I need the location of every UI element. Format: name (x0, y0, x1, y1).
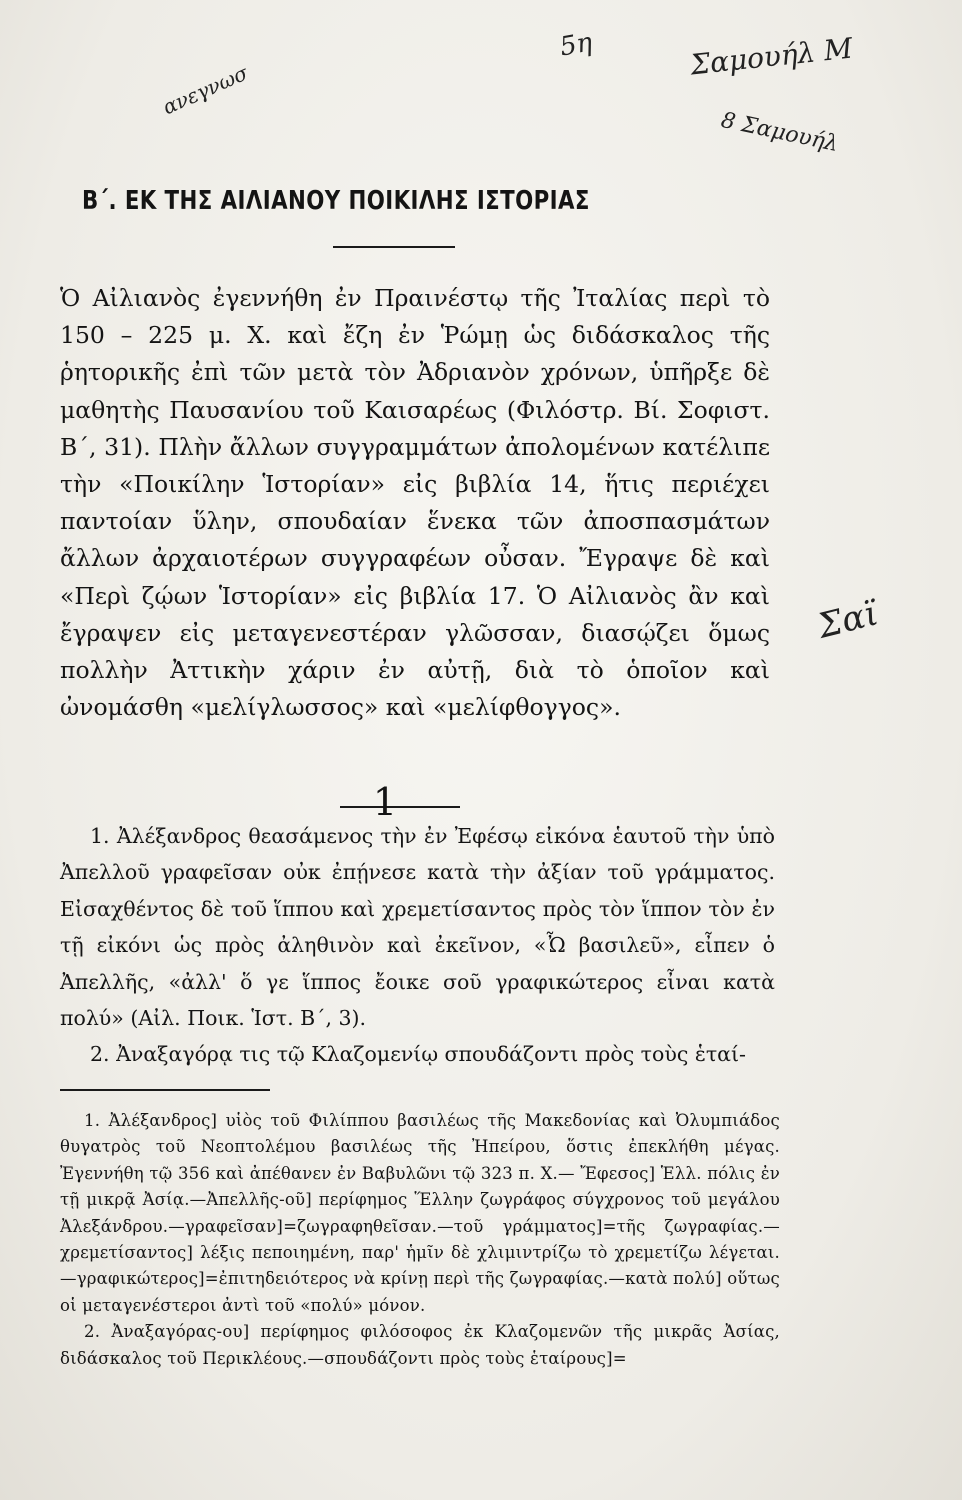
paragraph-2: 2. Ἀναξαγόρᾳ τις τῷ Κλαζομενίῳ σπουδάζοντι πρὸς τοὺς ἑταί- (90, 1042, 746, 1067)
handwritten-note-top-middle: 5η (557, 27, 595, 63)
footnote-1: 1. Ἀλέξανδρος] υἱὸς τοῦ Φιλίππου βασιλέως τῆς Μακεδονίας καὶ Ὀλυμπιάδος θυγατρὸς τοῦ Νεοπτολέμου βασιλέως τῆς Ἠπείρου, ὅστις ἐπεκλήθη μέγας. Ἐγεννήθη τῷ 356 καὶ ἀπέθανεν ἐν Βαβυλῶνι τῷ 323 π. Χ.— Ἔφεσος] Ἑλλ. πόλις ἐν τῇ μικρᾷ Ἀσίᾳ.—Ἀπελλῆς-οῦ] περίφημος Ἕλλην ζωγράφος σύγχρονος τοῦ μεγάλου Ἀλεξάνδρου.—γραφεῖσαν]=ζωγραφηθεῖσαν.—τοῦ γράμματος]=τῆς ζωγραφίας.—χρεμετίσαντος] λέξις πεποιημένη, παρ' ἡμῖν δὲ χλιμιντρίζω τὸ χρεμετίζω λέγεται.—γραφικώτερος]=ἐπιτηδειότερος νὰ κρίνῃ περὶ τῆς ζωγραφίας.—κατὰ πολύ] οὕτως οἱ μεταγενέστεροι ἀντὶ τοῦ «πολύ» μόνον. (60, 1111, 780, 1315)
main-text (60, 818, 775, 1073)
handwritten-note-top-left: ανεγνωσ (159, 60, 252, 120)
footnote-divider (60, 1089, 270, 1091)
intro-paragraph (60, 280, 770, 726)
chapter-heading: Β΄. ΕΚ ΤΗΣ ΑΙΛΙΑΝΟΥ ΠΟΙΚΙΛΗΣ ΙΣΤΟΡΙΑΣ (82, 186, 590, 216)
heading-divider (333, 246, 455, 248)
intro-text: Ὁ Αἰλιανὸς ἐγεννήθη ἐν Πραινέστῳ τῆς Ἰταλίας περὶ τὸ 150 – 225 μ. Χ. καὶ ἔζη ἐν Ῥώμῃ ὡς διδάσκαλος τῆς ῥητορικῆς ἐπὶ τῶν μετὰ τὸν Ἀδριανὸν χρόνων, ὑπῆρξε δὲ μαθητὴς Παυσανίου τοῦ Καισαρέως (Φιλόστρ. Βί. Σοφιστ. Β΄, 31). Πλὴν ἄλλων συγγραμμάτων ἀπολομένων κατέλιπε τὴν «Ποικίλην Ἱστορίαν» εἰς βιβλία 14, ἥτις περιέχει παντοίαν ὕλην, σπουδαίαν ἕνεκα τῶν ἀποσπασμάτων ἄλλων ἀρχαιοτέρων συγγραφέων οὖσαν. Ἔγραψε δὲ καὶ «Περὶ ζῴων Ἱστορίαν» εἰς βιβλία 17. Ὁ Αἰλιανὸς ἂν καὶ ἔγραψεν εἰς μεταγενεστέραν γλῶσσαν, διασῴζει ὅμως πολλὴν Ἀττικὴν χάριν ἐν αὐτῇ, διὰ τὸ ὁποῖον καὶ ὠνομάσθη «μελίγλωσσος» καὶ «μελίφθογγος». (60, 284, 770, 722)
paragraph-1: 1. Ἀλέξανδρος θεασάμενος τὴν ἐν Ἐφέσῳ εἰκόνα ἑαυτοῦ τὴν ὑπὸ Ἀπελλοῦ γραφεῖσαν οὐκ ἐπῄνεσε κατὰ τὴν ἀξίαν τοῦ γράμματος. Εἰσαχθέντος δὲ τοῦ ἵππου καὶ χρεμετίσαντος πρὸς τὸν ἵππον τὸν ἐν τῇ εἰκόνι ὡς πρὸς ἀληθινὸν καὶ ἐκεῖνον, «Ὦ βασιλεῦ», εἶπεν ὁ Ἀπελλῆς, «ἀλλ' ὅ γε ἵππος ἔοικε σοῦ γραφικώτερος εἶναι κατὰ πολύ» (Αἰλ. Ποικ. Ἱστ. Β΄, 3). (60, 824, 775, 1031)
handwritten-note-right-side: Σαϊ (814, 593, 883, 647)
footnote-2: 2. Ἀναξαγόρας-ου] περίφημος φιλόσοφος ἐκ Κλαζομενῶν τῆς μικρᾶς Ἀσίας, διδάσκαλος τοῦ Περικλέους.—σπουδάζοντι πρὸς τοὺς ἑταίρους]= (60, 1322, 780, 1368)
handwritten-note-right-mid-top: 8 Σαμουήλ (718, 107, 841, 158)
footnotes (60, 1108, 780, 1372)
section-number: 1 (372, 780, 398, 824)
handwritten-note-top-right: Σαμουήλ Μ (688, 31, 855, 82)
